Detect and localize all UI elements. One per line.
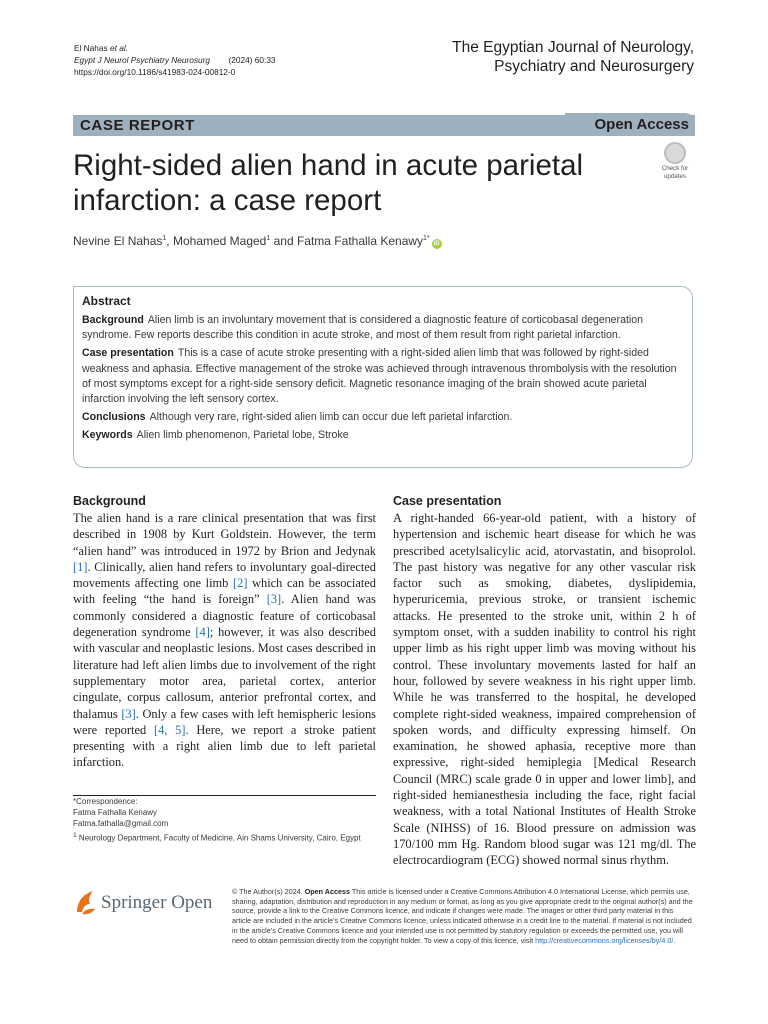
author-2[interactable]: Mohamed Maged — [172, 234, 267, 248]
footnote-affiliation — [73, 830, 376, 844]
article-title — [73, 148, 633, 218]
author-2-affil: 1 — [266, 235, 271, 242]
abstract-background-text: Alien limb is an involuntary movement that is considered a diagnostic feature of corticobasal degeneration syndrome. Few reports describe this condition in acute stroke, and most of them result from right parietal infarction. — [82, 314, 644, 342]
background-section — [73, 493, 376, 771]
bg-text-5: ; however, it was also described with vascular and neoplastic lesions. Most cases described in literature had left alien limbs due to involvement of the right supplementary motor area, parietal cortex, anterior cingulate, corpus callosum, anterior prefrontal cortex, and thalamus — [73, 625, 376, 721]
author-sep-2: and — [270, 234, 297, 248]
author-list — [73, 231, 442, 249]
abstract-case-text: This is a case of acute stroke presenting with a right-sided alien limb that was followed by right-sided weakness and aphasia. Effective management of the stroke was achieved through intravenous thrombolysis with the resolution of most symptoms except for a right-side sensory deficit. Magnetic resonance imaging of the brain showed acute parietal infarction involving the left sensory cortex. — [82, 347, 677, 406]
bg-text-2: . Clinically, alien hand refers to involuntary goal-directed movements affecting one limb — [73, 559, 376, 591]
footnote-affil-sup: 1 — [73, 831, 77, 839]
abstract-conclusions-text: Although very rare, right-sided alien limb can occur due left parietal infarction. — [149, 411, 513, 424]
abstract-background — [82, 313, 684, 343]
background-heading: Background — [73, 494, 146, 508]
footnote-name: Fatma Fathalla Kenawy — [73, 808, 158, 818]
abstract-heading: Abstract — [82, 294, 131, 308]
abstract-box — [73, 286, 693, 468]
ref-link-5[interactable]: [3] — [121, 706, 136, 721]
footnote-affil-text: Neurology Department, Faculty of Medicine, Ain Shams University, Cairo, Egypt — [76, 833, 361, 843]
journal-name-line1: The Egyptian Journal of Neurology, — [452, 39, 694, 56]
abstract-keywords-label: Keywords — [82, 429, 133, 442]
title-line1: Right-sided alien hand in acute parietal — [73, 149, 584, 182]
ref-link-3[interactable]: [3] — [266, 592, 282, 607]
citation-year: (2024) 60:33 — [228, 55, 276, 65]
ref-link-2[interactable]: [2] — [233, 576, 248, 591]
springer-horse-icon — [73, 888, 99, 918]
author-sep-1: , — [166, 234, 173, 248]
ref-link-6[interactable]: [4, 5] — [153, 722, 186, 737]
bg-text-3: which can be associated with feeling “the hand is foreign” — [73, 576, 376, 607]
author-3[interactable]: Fatma Fathalla Kenawy — [296, 234, 424, 248]
bg-text-1: The alien hand is a rare clinical presentation that was first described in 1908 by Kurt Goldstein. However, the term “alien hand” was introduced in 1972 by Brion and Jedynak — [73, 511, 376, 558]
correspondence-footnote — [73, 796, 376, 843]
citation-block — [74, 42, 276, 78]
license-body: This article is licensed under a Creative Commons Attribution 4.0 International License, which permits use, sharing, adaptation, distribution and reproduction in any medium or format, as long as you give appropriate credit to the original author(s) and the source, provide a link to the Creative Commons licence, and indicate if changes were made. The images or other third party material in this article are included in the article’s Creative Commons licence, unless indicated otherwise in a credit line to the material. If material is not included in the article’s Creative Commons licence and your intended use is not permitted by statutory regulation or exceeds the permitted use, you will need to obtain permission directly from the copyright holder. To view a copy of this licence, visit — [232, 887, 693, 945]
doi-link[interactable]: https://doi.org/10.1186/s41983-024-00812-0 — [74, 67, 236, 77]
springer-open-wordmark — [101, 892, 212, 914]
citation-authors: El Nahas — [74, 43, 110, 53]
author-1[interactable]: Nevine El Nahas — [73, 234, 163, 248]
footnote-correspondence: *Correspondence: — [73, 797, 138, 806]
author-1-affil: 1 — [162, 235, 167, 242]
license-link[interactable]: http://creativecommons.org/licenses/by/4.0/ — [535, 935, 674, 945]
orcid-icon[interactable]: iD — [433, 241, 440, 247]
abstract-case-label: Case presentation — [82, 347, 174, 360]
author-3-affil: 1* — [423, 235, 430, 242]
springer-word: Springer — [101, 892, 167, 913]
case-presentation-paragraph: A right-handed 66-year-old patient, with a history of hypertension and ischemic heart disease for which he was prescribed acetylsalicylic acid, atorvastatin, and bisoprolol. The past history was negative for any other vascular risk factor such as smoking, diabetes, dyslipidemia, hyperuricemia, previous stroke, or transient ischemic attacks. He presented to the stroke unit, within 2 h of symptom onset, with a sudden inability to control his right upper limb as his right upper limb was moving without his control. These involuntary movements lasted for half an hour, followed by severe weakness in his right upper limb. While he was transferred to the hospital, he developed complete right-sided weakness, impaired comprehension of spoken words, and difficulty expressing himself. On examination, he showed aphasia, receptive more than expressive, right-sided hemiplegia [Medical Research Council (MRC) scale grade 0 in upper and lower limb], and right-sided hemianesthesia including the face, right facial weakness, with a total National Institutes of Health Stroke Scale (NIHSS) of 16. Blood pressure on admission was 170/100 mm Hg. Random blood sugar was 121 mg/dl. The electrocardiogram (ECG) showed normal sinus rhythm. — [393, 511, 696, 868]
case-presentation-heading: Case presentation — [393, 494, 502, 508]
article-type-label: CASE REPORT — [80, 117, 195, 134]
abstract-conclusions-label: Conclusions — [82, 411, 146, 424]
springer-open-logo[interactable] — [73, 888, 213, 918]
badge-line2: updates — [663, 173, 687, 180]
license-prefix: © The Author(s) 2024. — [232, 887, 305, 896]
abstract-keywords-text: Alien limb phenomenon, Parietal lobe, Stroke — [136, 429, 349, 442]
license-end: . — [673, 935, 676, 945]
journal-name-line2: Psychiatry and Neurosurgery — [494, 58, 694, 75]
open-access-tab: Open Access — [565, 113, 696, 136]
background-paragraph — [73, 510, 376, 771]
ref-link-1[interactable]: [1] — [73, 559, 88, 574]
journal-name — [452, 38, 694, 76]
case-presentation-section — [393, 493, 696, 869]
check-updates-icon — [664, 142, 686, 164]
ref-link-4[interactable]: [4] — [195, 625, 210, 640]
open-word: Open — [171, 892, 213, 913]
citation-journal: Egypt J Neurol Psychiatry Neurosurg — [74, 55, 211, 65]
license-text — [232, 887, 694, 945]
title-line2: infarction: a case report — [73, 184, 382, 217]
abstract-conclusions — [82, 410, 684, 425]
footnote-email[interactable]: Fatma.fathalla@gmail.com — [73, 819, 169, 829]
abstract-background-label: Background — [82, 314, 144, 326]
badge-line1: Check for — [661, 165, 689, 172]
citation-etal: et al. — [109, 43, 128, 53]
license-open-access: Open Access — [304, 887, 350, 896]
bg-text-6: . Only a few cases with left hemispheric lesions were reported — [73, 706, 376, 737]
abstract-case — [82, 346, 684, 407]
abstract-keywords — [82, 428, 684, 443]
bg-text-7: . Here, we report a stroke patient presenting with a right alien limb due to left parietal infarction. — [73, 722, 376, 770]
bg-text-4: . Alien hand was commonly considered a diagnostic feature of corticobasal degeneration syndrome — [73, 592, 376, 640]
check-for-updates-badge[interactable] — [654, 142, 696, 182]
